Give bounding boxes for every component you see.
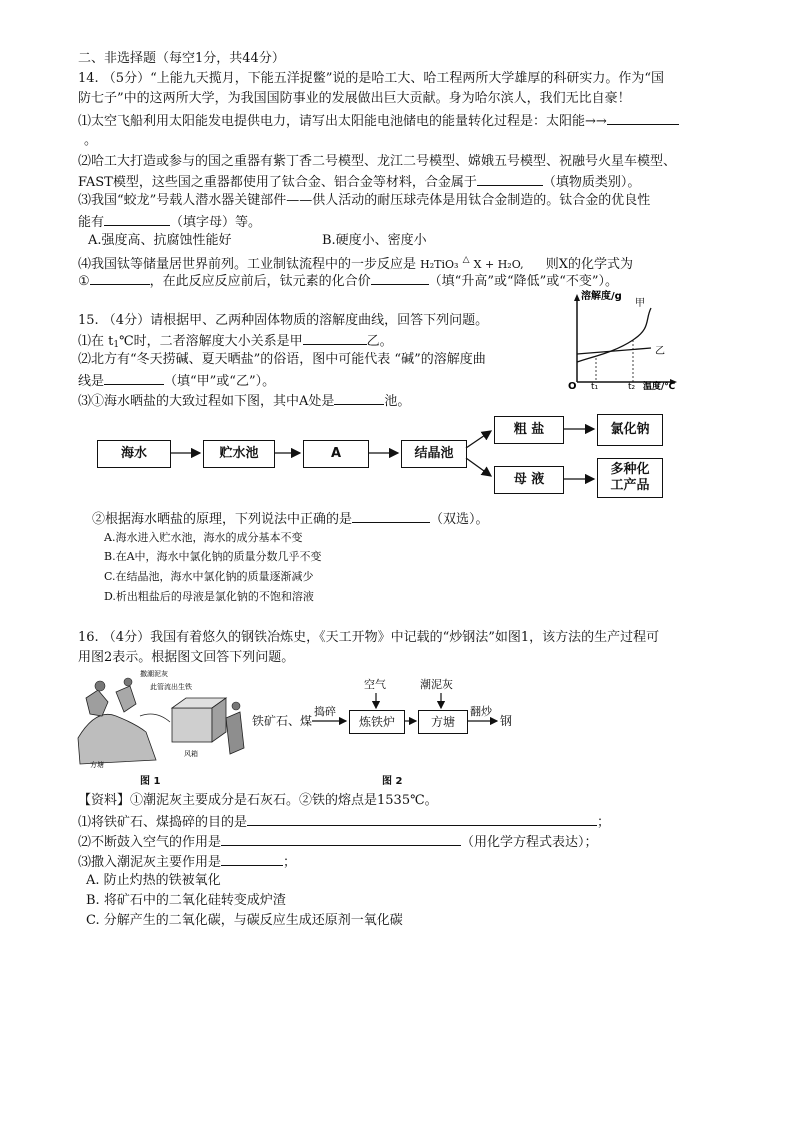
q16-part3-blank[interactable] <box>221 852 283 866</box>
q16-info: 【资料】①潮泥灰主要成分是石灰石。②铁的熔点是1535℃。 <box>78 793 438 808</box>
q15-intro: 15. （4分）请根据甲、乙两种固体物质的溶解度曲线，回答下列问题。 <box>78 313 489 328</box>
q14-intro-line2: 防七子”中的这两所大学，为我国国防事业的发展做出巨大贡献。身为哈尔滨人，我们无比自豪！ <box>78 91 631 106</box>
q16-option-c: C. 分解产生的二氧化碳，与碳反应生成还原剂一氧化碳 <box>86 913 403 928</box>
q15-part1-middle: ℃时，二者溶解度大小关系是甲 <box>119 334 303 349</box>
flow-storage-pool: 贮水池 <box>203 440 275 468</box>
q14-equation-delta: △ <box>462 255 470 265</box>
flow-sodium-chloride: 氯化钠 <box>597 414 663 446</box>
q15-part2-line1: ⑵北方有“冬天捞碱、夏天晒盐”的俗语，图中可能代表 “碱”的溶解度曲 <box>78 352 486 367</box>
q14-part2-text: FAST模型，这些国之重器都使用了钛合金、铝合金等材料，合金属于 <box>78 175 477 190</box>
q14-option-a: A.强度高、抗腐蚀性能好 <box>88 233 232 248</box>
q14-equation-left: H₂TiO₃ <box>420 258 459 271</box>
q14-part4-suffix: 则X的化学式为 <box>545 257 633 272</box>
q14-part4-end: （填“升高”或“降低”或“不变”）。 <box>428 274 619 289</box>
chart-ylabel: 溶解度/g <box>581 291 622 302</box>
fig1-label-ash: 撒潮泥灰 <box>140 670 168 678</box>
q16-part3-end: ； <box>283 855 297 870</box>
q16-part2-end: （用化学方程式表达）； <box>461 835 598 850</box>
q14-part4-text: ⑷我国钛等储量居世界前列。工业制钛流程中的一步反应是 <box>78 257 417 272</box>
q15-part3-end: 池。 <box>384 394 411 409</box>
figure-2-caption: 图 2 <box>382 776 403 787</box>
q15-question-suffix: （双选）。 <box>430 512 489 527</box>
flow-mother-liquor: 母 液 <box>494 466 564 494</box>
q16-part1-text: ⑴将铁矿石、煤捣碎的目的是 <box>78 815 248 830</box>
fig2-step-crush: 捣碎 <box>314 705 336 718</box>
q14-equation-right: X + H₂O, <box>473 258 524 271</box>
q16-part1 <box>78 812 610 832</box>
section-title: 二、非选择题（每空1分，共44分） <box>78 51 285 66</box>
q15-part2-text: 线是 <box>78 374 105 389</box>
fig1-label-pipe: 此管流出生铁 <box>150 683 192 691</box>
fig2-furnace: 炼铁炉 <box>349 710 405 734</box>
q16-part3-text: ⑶撒入潮泥灰主要作用是 <box>78 855 222 870</box>
products-line2: 工产品 <box>610 478 650 493</box>
chart-xlabel: 温度/℃ <box>643 382 676 392</box>
q16-part2-blank[interactable] <box>221 832 461 846</box>
q14-part1-text: ⑴太空飞船利用太阳能发电提供电力，请写出太阳能电池储电的能量转化过程是：太阳能→→ <box>78 114 607 129</box>
q14-part3-line1: ⑶我国“蛟龙”号载人潜水器关键部件——供人活动的耐压球壳体是用钛合金制造的。钛合金的优良性 <box>78 193 651 208</box>
fig2-input: 铁矿石、煤 <box>252 714 313 728</box>
products-line1: 多种化 <box>610 462 650 477</box>
q14-part3-suffix: （填字母）等。 <box>170 215 262 230</box>
q14-option-b: B.硬度小、密度小 <box>322 233 427 248</box>
fig2-step-stir: 翻炒 <box>470 705 492 718</box>
q15-question-text: ②根据海水晒盐的原理，下列说法中正确的是 <box>92 512 353 527</box>
fig1-label-pond: 方塘 <box>90 761 104 769</box>
q16-part2 <box>78 832 598 852</box>
q15-part3-text: ⑶①海水晒盐的大致过程如下图，其中A处是 <box>78 394 335 409</box>
q16-option-a: A. 防止灼热的铁被氧化 <box>86 873 221 888</box>
q14-part3-text: 能有 <box>78 215 105 230</box>
chart-origin: O <box>568 381 577 392</box>
q15-part2-suffix: （填“甲”或“乙”）。 <box>164 374 276 389</box>
q16-part1-end: ； <box>597 815 611 830</box>
q16-part2-text: ⑵不断鼓入空气的作用是 <box>78 835 222 850</box>
fig2-air: 空气 <box>364 678 386 691</box>
q15-part1-subscript: 1 <box>113 340 120 350</box>
q15-option-a: A.海水进入贮水池，海水的成分基本不变 <box>104 531 303 544</box>
q14-part4-marker: ① <box>78 274 90 289</box>
flow-seawater: 海水 <box>97 440 171 468</box>
flow-a: A <box>303 440 369 468</box>
q16-intro-line2: 用图2表示。根据图文回答下列问题。 <box>78 650 295 665</box>
q16-option-b: B. 将矿石中的二氧化硅转变成炉渣 <box>86 893 286 908</box>
label-yi: 乙 <box>655 346 665 357</box>
q15-part1-text: ⑴在 t <box>78 334 114 349</box>
q16-part3 <box>78 852 296 872</box>
figure-1-caption: 图 1 <box>140 776 161 787</box>
q16-part1-blank[interactable] <box>247 812 597 826</box>
q15-part1-end: 乙。 <box>366 334 393 349</box>
flow-crude-salt: 粗 盐 <box>494 416 564 444</box>
q14-part2-suffix: （填物质类别）。 <box>542 175 641 190</box>
q15-option-d: D.析出粗盐后的母液是氯化钠的不饱和溶液 <box>104 590 314 603</box>
q14-part4-middle: ，在此反应反应前后，钛元素的化合价 <box>149 274 371 289</box>
fig1-label-bellows: 风箱 <box>184 750 198 758</box>
q15-option-c: C.在结晶池，海水中氯化钠的质量逐渐减少 <box>104 570 314 583</box>
tick-t2: t₂ <box>628 382 636 392</box>
q14-part1-end: 。 <box>84 133 98 148</box>
q14-part2-line1: ⑵哈工大打造或参与的国之重器有紫丁香二号模型、龙江二号模型、嫦娥五号模型、祝融号火星车模型、 <box>78 154 677 169</box>
fig2-pond: 方塘 <box>418 710 468 734</box>
q16-intro-line1: 16. （4分）我国有着悠久的钢铁冶炼史，《天工开物》中记载的“炒钢法”如图1，该方法的生产过程可 <box>78 630 660 645</box>
label-jia: 甲 <box>635 298 645 309</box>
tick-t1: t₁ <box>591 382 599 392</box>
fig2-output: 钢 <box>500 714 513 728</box>
flow-crystallization-pool: 结晶池 <box>401 440 467 468</box>
q15-option-b: B.在A中，海水中氯化钠的质量分数几乎不变 <box>104 550 322 563</box>
fig2-ash: 潮泥灰 <box>420 678 453 691</box>
q14-intro-line1: 14. （5分）“上能九天揽月，下能五洋捉鳖”说的是哈工大、哈工程两所大学雄厚的科研实力。作为“国 <box>78 71 665 86</box>
